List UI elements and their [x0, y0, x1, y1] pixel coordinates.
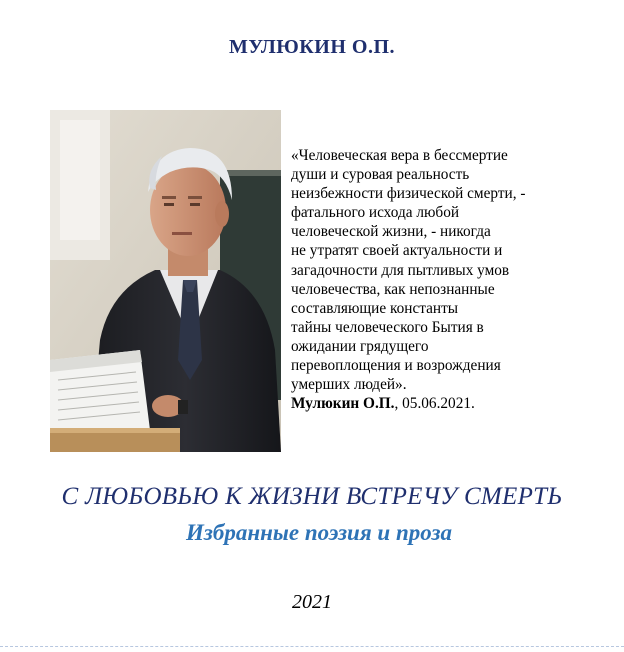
page-break-rule [0, 646, 624, 647]
quote-line: составляющие константы [291, 299, 459, 317]
quote-line: загадочности для пытливых умов [291, 261, 510, 279]
quote-line: тайны человеческого Бытия в [291, 318, 484, 336]
quote-line: человечества, как непознанные [291, 280, 495, 298]
quote-line: ожидании грядущего [291, 337, 429, 355]
signature-name: Мулюкин О.П. [291, 395, 395, 413]
author-photo [50, 110, 281, 452]
quote-line: фатального исхода любой [291, 204, 460, 222]
publication-year: 2021 [292, 591, 332, 613]
quote-line: умерших людей». [291, 376, 407, 394]
quote-signature [291, 394, 601, 413]
quote-line: перевоплощения и возрождения [291, 357, 501, 375]
author-heading: МУЛЮКИН О.П. [228, 36, 396, 58]
quote-line: неизбежности физической смерти, - [291, 185, 526, 203]
quote-line: человеческой жизни, - никогда [291, 223, 491, 241]
quote-line: души и суровая реальность [291, 166, 470, 184]
epigraph-quote [291, 146, 601, 413]
signature-date: , 05.06.2021. [394, 395, 475, 413]
book-subtitle: Избранные поэзия и проза [186, 520, 452, 545]
quote-line: не утратят своей актуальности и [291, 242, 503, 260]
book-title: С ЛЮБОВЬЮ К ЖИЗНИ ВСТРЕЧУ СМЕРТЬ [61, 483, 563, 510]
quote-line: «Человеческая вера в бессмертие [291, 147, 508, 164]
